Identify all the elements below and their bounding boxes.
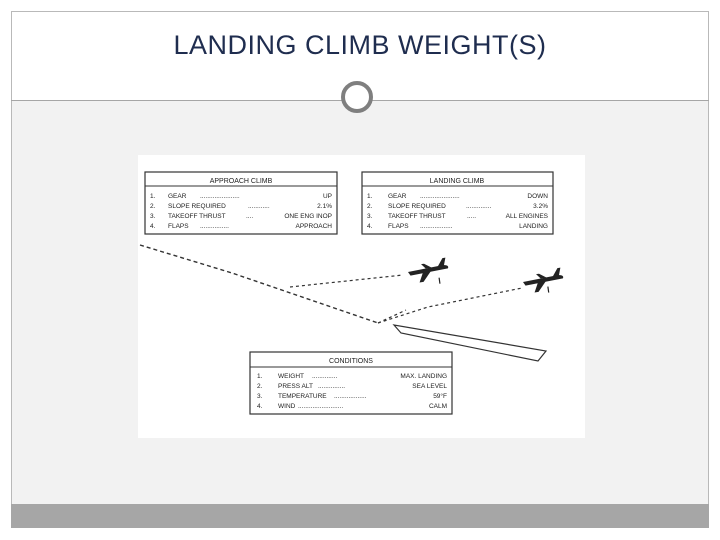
conditions-row-num: 2. xyxy=(257,383,263,390)
landing-climb-figure xyxy=(138,155,585,438)
conditions-row-leader: .............. xyxy=(312,373,338,380)
approach-row-value: 2.1% xyxy=(317,203,332,210)
approach-row-label: TAKEOFF THRUST xyxy=(168,213,226,220)
approach-row-value: APPROACH xyxy=(295,223,332,230)
landing-row-num: 2. xyxy=(367,203,373,210)
approach-box-heading: APPROACH CLIMB xyxy=(209,178,273,185)
landing-row-leader: .............. xyxy=(466,203,492,210)
landing-climb-box xyxy=(362,172,553,234)
landing-climb-path-line xyxy=(378,288,522,323)
landing-row-value: ALL ENGINES xyxy=(505,213,548,220)
landing-row-label: FLAPS xyxy=(388,223,409,230)
slide-title: LANDING CLIMB WEIGHT(S) xyxy=(173,30,547,60)
approach-row-num: 3. xyxy=(150,213,156,220)
landing-row-leader: ..... xyxy=(467,213,477,220)
landing-box-heading: LANDING CLIMB xyxy=(429,178,485,185)
landing-row-label: SLOPE REQUIRED xyxy=(388,203,446,210)
landing-row-num: 3. xyxy=(367,213,373,220)
approach-row-value: ONE ENG INOP xyxy=(284,213,332,220)
landing-row-leader: .................. xyxy=(420,223,453,230)
approach-row-num: 2. xyxy=(150,203,156,210)
landing-row-value: DOWN xyxy=(527,193,548,200)
landing-climb-path-line xyxy=(378,310,406,323)
approach-climb-path-line xyxy=(290,275,403,287)
approach-climb-box xyxy=(145,172,337,234)
conditions-row-leader: ............... xyxy=(318,383,346,390)
landing-row-leader: ...................... xyxy=(420,193,460,200)
approach-row-leader: .... xyxy=(246,213,254,220)
landing-row-num: 4. xyxy=(367,223,373,230)
conditions-row-label: WIND xyxy=(278,403,296,410)
approach-row-label: SLOPE REQUIRED xyxy=(168,203,226,210)
conditions-box-heading: CONDITIONS xyxy=(329,358,373,365)
conditions-row-label: PRESS ALT xyxy=(278,383,313,390)
conditions-row-value: CALM xyxy=(428,403,447,410)
landing-row-label: GEAR xyxy=(388,193,407,200)
approach-row-label: FLAPS xyxy=(168,223,189,230)
approach-path-line xyxy=(140,245,378,323)
conditions-row-value: MAX. LANDING xyxy=(400,373,447,380)
conditions-row-num: 4. xyxy=(257,403,263,410)
approach-row-value: UP xyxy=(322,193,332,200)
conditions-box xyxy=(250,352,452,414)
conditions-row-value: 59°F xyxy=(433,393,447,400)
approach-row-num: 4. xyxy=(150,223,156,230)
footer-bar xyxy=(11,504,709,528)
landing-row-num: 1. xyxy=(367,193,373,200)
conditions-row-label: WEIGHT xyxy=(278,373,304,380)
approach-row-leader: ................ xyxy=(200,223,229,230)
conditions-row-leader: ......................... xyxy=(298,403,344,410)
conditions-row-num: 1. xyxy=(257,373,263,380)
landing-row-label: TAKEOFF THRUST xyxy=(388,213,446,220)
conditions-row-num: 3. xyxy=(257,393,263,400)
approach-row-leader: ...................... xyxy=(200,193,240,200)
ring-icon xyxy=(341,81,373,113)
conditions-row-value: SEA LEVEL xyxy=(412,383,447,390)
conditions-row-leader: .................. xyxy=(334,393,367,400)
airplane-icon xyxy=(407,257,451,287)
approach-row-num: 1. xyxy=(150,193,156,200)
approach-row-label: GEAR xyxy=(168,193,187,200)
landing-row-value: 3.2% xyxy=(533,203,548,210)
airplane-icon xyxy=(522,267,565,295)
landing-row-value: LANDING xyxy=(519,223,548,230)
approach-row-leader: ............ xyxy=(248,203,270,210)
figure-canvas xyxy=(138,155,585,438)
conditions-row-label: TEMPERATURE xyxy=(278,393,327,400)
